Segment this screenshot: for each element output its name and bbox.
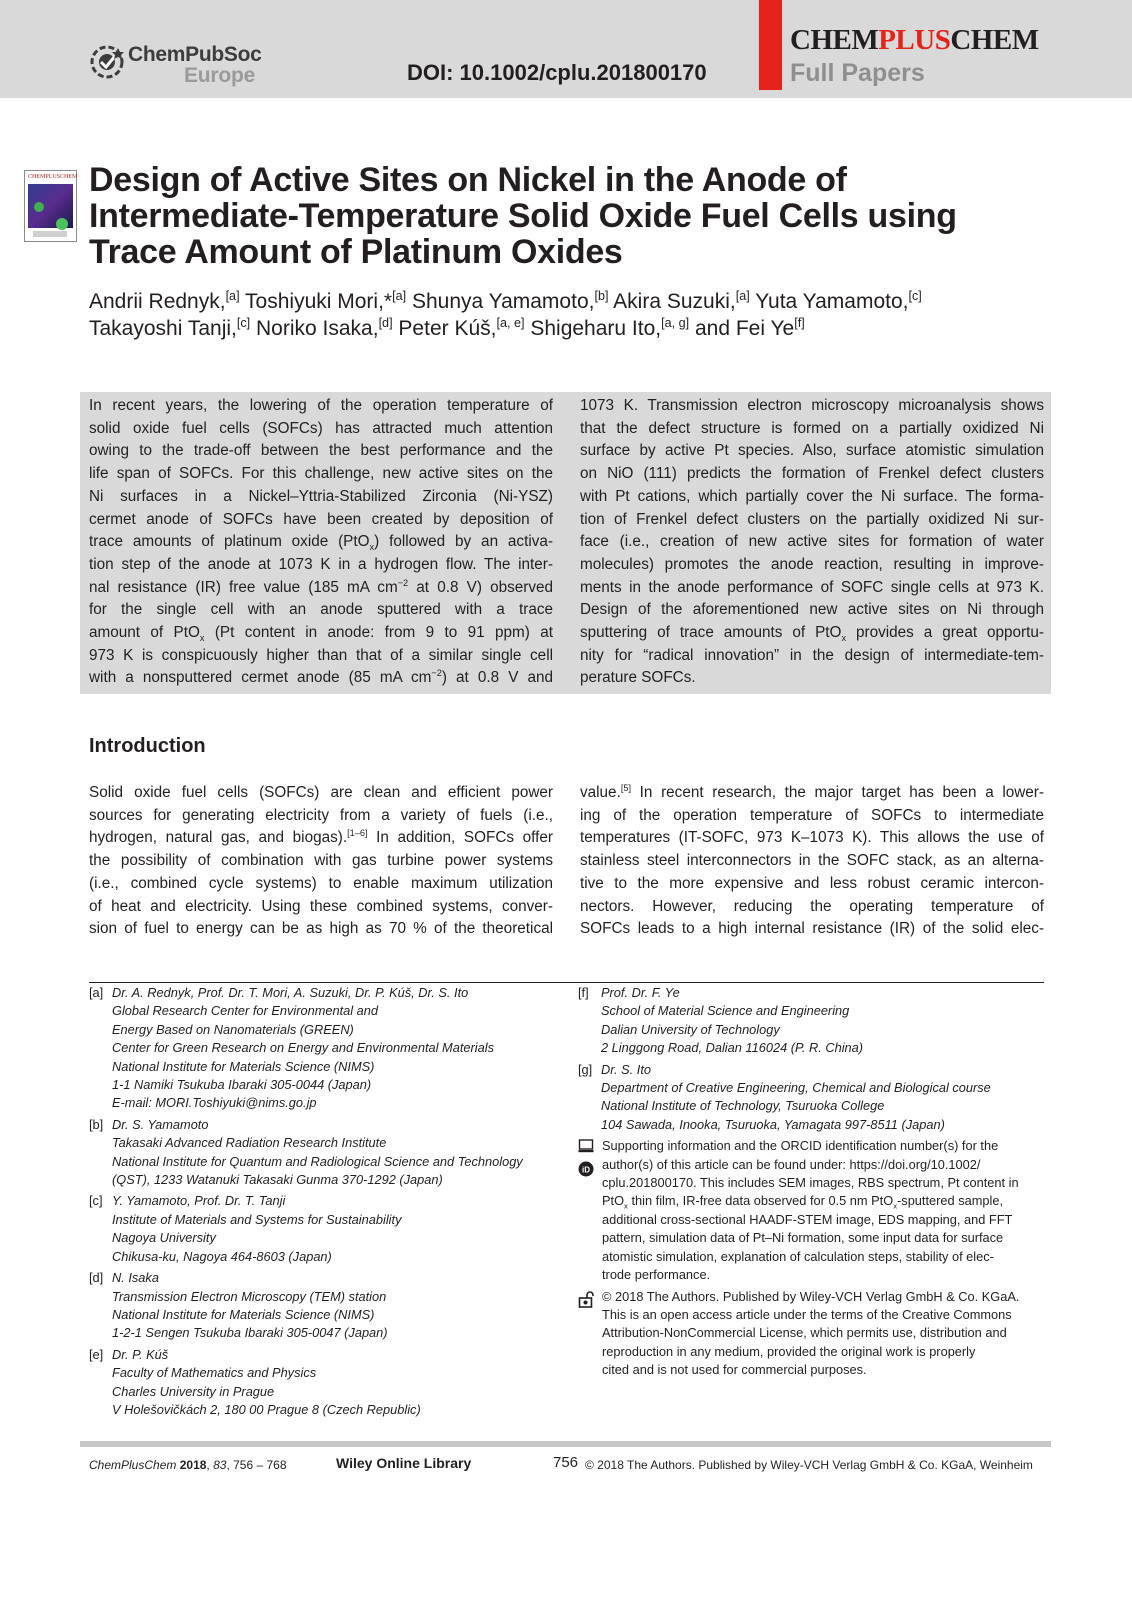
abstract-line: perature SOFCs.: [580, 669, 696, 687]
author-line: [89, 315, 1049, 342]
affiliation-entry: [89, 1346, 559, 1420]
affiliation-key: [f]: [578, 985, 589, 1000]
journal-name: [790, 24, 1039, 57]
abstract-left-column: [89, 395, 553, 690]
affiliation-line: (QST), 1233 Watanuki Takasaki Gunma 370-1292 (Japan): [112, 1172, 443, 1188]
footer-citation: ChemPlusChem 2018, 83, 756 – 768: [89, 1458, 287, 1472]
footer-journal: ChemPlusChem: [89, 1458, 177, 1472]
affiliation-entry: [578, 1061, 1048, 1135]
author-affiliation-mark: [a]: [735, 289, 750, 303]
footer-year: 2018: [179, 1458, 207, 1472]
abstract-line: amount of PtO$_x$ (Pt content in anode: from 9 to 91 ppm) at: [89, 624, 553, 644]
abstract-line: sputtering of trace amounts of PtO$_x$ provides a great opportu-: [580, 624, 1044, 644]
affiliation-line: Center for Green Research on Energy and Environmental Materials: [112, 1040, 494, 1056]
footer-copyright: © 2018 The Authors. Published by Wiley-VCH Verlag GmbH & Co. KGaA, Weinheim: [585, 1458, 1033, 1472]
author-list: [89, 288, 1049, 342]
affiliation-line: Institute of Materials and Systems for Sustainability: [112, 1211, 402, 1227]
note-line: © 2018 The Authors. Published by Wiley-VCH Verlag GmbH & Co. KGaA.: [602, 1288, 1020, 1304]
author-affiliation-mark: [a]: [392, 289, 407, 303]
body-line: the possibility of combination with gas turbine power systems: [89, 852, 553, 870]
abstract-line: 1073 K. Transmission electron microscopy microanalysis shows: [580, 397, 1044, 414]
supporting-information-note: [578, 1137, 1048, 1284]
note-line: pattern, simulation data of Pt–Ni formation, some input data for surface: [602, 1230, 1004, 1246]
body-line: temperatures (IT-SOFC, 973 K–1073 K). This allows the use of: [580, 829, 1044, 847]
abstract-line: tion of Frenkel defect clusters on the partially oxidized Ni sur-: [580, 510, 1044, 528]
footnote-divider: [89, 982, 1044, 983]
journal-header-band: [0, 0, 1132, 98]
note-line: PtO$_x$ thin film, IR-free data observed for 0.5 nm PtO$_x$-sputtered sample,: [602, 1193, 1004, 1212]
abstract-line: owing to the trade-off between the best performance and the: [89, 442, 553, 460]
note-line: reproduction in any medium, provided the original work is properly: [602, 1343, 976, 1359]
body-line: sources for generating electricity from a variety of fuels (i.e.,: [89, 806, 553, 824]
footer-pages: , 756 – 768: [226, 1458, 287, 1472]
author-name[interactable]: Akira Suzuki,: [613, 290, 736, 313]
author-line: [89, 288, 1049, 315]
journal-cover-thumbnail[interactable]: [24, 170, 77, 242]
author-name[interactable]: Takayoshi Tanji,: [89, 317, 237, 340]
affiliation-entry: [89, 1269, 559, 1343]
article-title: [89, 162, 1049, 270]
abstract-line: on NiO (111) predicts the formation of Frenkel defect clusters: [580, 465, 1044, 483]
body-line: tive to the more expensive and less robust ceramic intercon-: [580, 874, 1044, 892]
note-line: Attribution-NonCommercial License, which permits use, distribution and: [602, 1325, 1007, 1341]
title-line: Intermediate-Temperature Solid Oxide Fuel Cells using: [89, 197, 957, 235]
author-affiliation-mark: [a, e]: [496, 316, 525, 330]
computer-icon: [578, 1139, 594, 1153]
body-line: (i.e., combined cycle systems) to enable maximum utilization: [89, 874, 553, 892]
abstract-line: 973 K is conspicuously higher than that of a similar single cell: [89, 646, 553, 664]
abstract-line: In recent years, the lowering of the operation temperature of: [89, 397, 553, 414]
publisher-name: ChemPubSoc: [128, 43, 262, 66]
title-line: Trace Amount of Platinum Oxides: [89, 233, 623, 271]
affiliation-line: Dalian University of Technology: [601, 1021, 780, 1037]
body-line: stainless steel interconnectors in the SOFC stack, as an alterna-: [580, 852, 1044, 870]
open-access-icon: [578, 1290, 596, 1308]
affiliation-line: Y. Yamamoto, Prof. Dr. T. Tanji: [112, 1193, 286, 1209]
author-name[interactable]: Toshiyuki Mori,*: [245, 290, 393, 313]
accent-bar: [759, 0, 782, 90]
cover-artwork: [28, 184, 73, 228]
journal-name-suffix: CHEM: [950, 24, 1039, 56]
note-icons: [578, 1139, 595, 1182]
note-line: This is an open access article under the terms of the Creative Commons: [602, 1306, 1012, 1322]
affiliation-key: [b]: [89, 1116, 104, 1132]
abstract-line: tion step of the anode at 1073 K in a hydrogen flow. The inter-: [89, 555, 553, 573]
affiliation-line: Dr. A. Rednyk, Prof. Dr. T. Mori, A. Suzuki, Dr. P. Kúš, Dr. S. Ito: [112, 985, 469, 1000]
abstract-line: cermet anode of SOFCs have been created by deposition of: [89, 510, 553, 528]
affiliation-line: Nagoya University: [112, 1230, 216, 1246]
orcid-icon[interactable]: [578, 1161, 594, 1177]
author-affiliation-mark: [d]: [378, 316, 393, 330]
affiliation-line: 2 Linggong Road, Dalian 116024 (P. R. China): [601, 1040, 864, 1056]
author-affiliation-mark: [c]: [236, 316, 251, 330]
abstract-line: surface by active Pt species. Also, surface atomistic simulation: [580, 442, 1044, 460]
wiley-online-library-link[interactable]: Wiley Online Library: [336, 1455, 472, 1471]
affiliation-line: Dr. P. Kúš: [112, 1346, 169, 1362]
body-line: sion of fuel to energy can be as high as 70 % of the theoretical: [89, 920, 553, 938]
footer-bar: [80, 1441, 1051, 1447]
introduction-right-column: [580, 782, 1044, 941]
affiliation-line: Chikusa-ku, Nagoya 464-8603 (Japan): [112, 1248, 332, 1264]
affiliation-line: National Institute of Technology, Tsuruoka College: [601, 1098, 885, 1114]
affiliation-entry: [89, 1116, 559, 1190]
affiliation-line: National Institute for Materials Science (NIMS): [112, 1306, 375, 1322]
cover-sphere: [34, 202, 44, 212]
body-line: nectors. However, reducing the operating temperature of: [580, 897, 1044, 915]
affiliation-line: Dr. S. Ito: [601, 1061, 652, 1077]
abstract-line: molecules) promotes the anode reaction, resulting in improve-: [580, 555, 1044, 573]
note-line: cplu.201800170. This includes SEM images, RBS spectrum, Pt content in: [602, 1175, 1019, 1191]
body-line: SOFCs leads to a high internal resistance (IR) of the solid elec-: [580, 920, 1044, 938]
author-name[interactable]: Yuta Yamamoto,: [755, 290, 909, 313]
author-name[interactable]: Noriko Isaka,: [256, 317, 379, 340]
author-affiliation-mark: [a, g]: [661, 316, 690, 330]
footer-volume: 83: [213, 1458, 227, 1472]
affiliation-line: Charles University in Prague: [112, 1383, 275, 1399]
author-name[interactable]: Peter Kúš,: [398, 317, 497, 340]
author-affiliation-mark: [c]: [908, 289, 922, 303]
abstract-line: Design of the aforementioned new active sites on Ni through: [580, 601, 1044, 619]
affiliation-key: [c]: [89, 1193, 103, 1209]
author-affiliation-mark: [a]: [225, 289, 240, 303]
body-line: ing of the operation temperature of SOFCs to intermediate: [580, 806, 1044, 824]
abstract-line: Ni surfaces in a Nickel–Yttria-Stabilized Zirconia (Ni-YSZ): [89, 487, 553, 505]
note-icons: [578, 1290, 595, 1313]
affiliation-line: Takasaki Advanced Radiation Research Institute: [112, 1135, 387, 1151]
body-line: Solid oxide fuel cells (SOFCs) are clean and efficient power: [89, 784, 553, 801]
author-name[interactable]: Shunya Yamamoto,: [411, 290, 595, 313]
affiliation-line: Faculty of Mathematics and Physics: [112, 1365, 317, 1381]
abstract-line: with a nonsputtered cermet anode (85 mA $cm^{-2}$) at 0.8 V and: [89, 668, 554, 687]
affiliation-key: [g]: [578, 1061, 593, 1077]
journal-name-prefix: CHEM: [790, 24, 879, 56]
affiliation-line: National Institute for Quantum and Radiological Science and Technology: [112, 1153, 523, 1169]
affiliation-line: V Holešovičkách 2, 180 00 Prague 8 (Czech Republic): [112, 1401, 421, 1417]
abstract-line: face (i.e., creation of new active sites for formation of water: [580, 533, 1044, 551]
note-line: trode performance.: [602, 1267, 711, 1283]
affiliations-right-column: [578, 984, 1048, 1383]
affiliation-line: 1-2-1 Sengen Tsukuba Ibaraki 305-0047 (Japan): [112, 1325, 388, 1341]
note-line: additional cross-sectional HAADF-STEM image, EDS mapping, and FFT: [602, 1211, 1013, 1227]
affiliation-line: 104 Sawada, Inooka, Tsuruoka, Yamagata 997-8511 (Japan): [601, 1116, 945, 1132]
affiliation-line: Global Research Center for Environmental and: [112, 1003, 379, 1019]
author-affiliation-mark: [f]: [794, 316, 805, 330]
cover-masthead: CHEMPLUSCHEM: [28, 174, 78, 180]
note-line: cited and is not used for commercial purposes.: [602, 1362, 867, 1378]
author-name[interactable]: Andrii Rednyk,: [89, 290, 226, 313]
page-number: 756: [553, 1454, 579, 1471]
abstract-line: life span of SOFCs. For this challenge, new active sites on the: [89, 465, 553, 483]
abstract-line: trace amounts of platinum oxide (PtO$_x$) followed by an activa-: [89, 533, 553, 553]
cover-footer-strip: [33, 231, 67, 237]
affiliation-line: 1-1 Namiki Tsukuba Ibaraki 305-0044 (Japan): [112, 1077, 372, 1093]
note-line: Supporting information and the ORCID identification number(s) for the: [602, 1138, 999, 1154]
affiliation-line: N. Isaka: [112, 1270, 159, 1286]
abstract-line: that the defect structure is formed on a partially oxidized Ni: [580, 419, 1044, 437]
author-name[interactable]: and Fei Ye: [694, 317, 795, 340]
publisher-logo[interactable]: [88, 42, 262, 87]
abstract-line: nal resistance (IR) free value (185 mA $cm^{-2}$ at 0.8 V) observed: [89, 577, 553, 596]
note-line[interactable]: author(s) of this article can be found under: https://doi.org/10.1002/: [602, 1156, 981, 1172]
title-line: Design of Active Sites on Nickel in the Anode of: [89, 161, 847, 199]
article-doi[interactable]: DOI: 10.1002/cplu.201800170: [407, 60, 707, 85]
chempubsoc-logo-icon: [88, 42, 128, 82]
author-name[interactable]: Shigeharu Ito,: [530, 317, 662, 340]
note-line: atomistic simulation, explanation of calculation steps, stability of elec-: [602, 1248, 994, 1264]
affiliation-key: [e]: [89, 1346, 104, 1362]
affiliation-line: Energy Based on Nanomaterials (GREEN): [112, 1021, 354, 1037]
publisher-region: Europe: [184, 64, 256, 87]
abstract-line: ments in the anode performance of SOFC single cells at 973 K.: [580, 578, 1044, 596]
abstract-right-column: [580, 395, 1044, 690]
abstract-line: with Pt cations, which partially cover the Ni surface. The forma-: [580, 487, 1044, 505]
affiliation-line: Prof. Dr. F. Ye: [601, 985, 680, 1000]
svg-text:iD: iD: [582, 1165, 590, 1175]
introduction-left-column: [89, 782, 553, 941]
affiliation-entry: [578, 984, 1048, 1058]
corresponding-email-link[interactable]: E-mail: MORI.Toshiyuki@nims.go.jp: [112, 1095, 317, 1111]
article-section-type: Full Papers: [790, 59, 925, 87]
affiliation-line: National Institute for Materials Science (NIMS): [112, 1058, 375, 1074]
abstract-line: for the single cell with an anode sputtered with a trace: [89, 601, 553, 619]
body-line: of heat and electricity. Using these combined systems, conver-: [89, 897, 553, 915]
affiliation-line: School of Material Science and Engineering: [601, 1003, 850, 1019]
affiliation-entry: [89, 1192, 559, 1266]
affiliation-line: Department of Creative Engineering, Chemical and Biological course: [601, 1080, 991, 1096]
affiliation-entry: [89, 984, 559, 1113]
body-line: hydrogen, natural gas, and biogas).[1–6] In addition, SOFCs offer: [89, 828, 553, 847]
license-note: [578, 1288, 1048, 1380]
author-affiliation-mark: [b]: [594, 289, 609, 303]
affiliation-line: Transmission Electron Microscopy (TEM) station: [112, 1288, 387, 1304]
abstract-line: solid oxide fuel cells (SOFCs) has attracted much attention: [89, 419, 553, 437]
abstract-line: nity for “radical innovation” in the design of intermediate-tem-: [580, 646, 1044, 664]
journal-name-plus: PLUS: [878, 24, 951, 56]
body-line: value.[5] In recent research, the major target has been a lower-: [580, 782, 1044, 801]
affiliation-key: [d]: [89, 1270, 104, 1286]
section-heading-introduction: Introduction: [89, 735, 206, 757]
affiliation-key: [a]: [89, 985, 104, 1000]
affiliation-line: Dr. S. Yamamoto: [112, 1116, 209, 1132]
affiliations-left-column: [89, 984, 559, 1422]
cover-sphere: [56, 218, 68, 230]
